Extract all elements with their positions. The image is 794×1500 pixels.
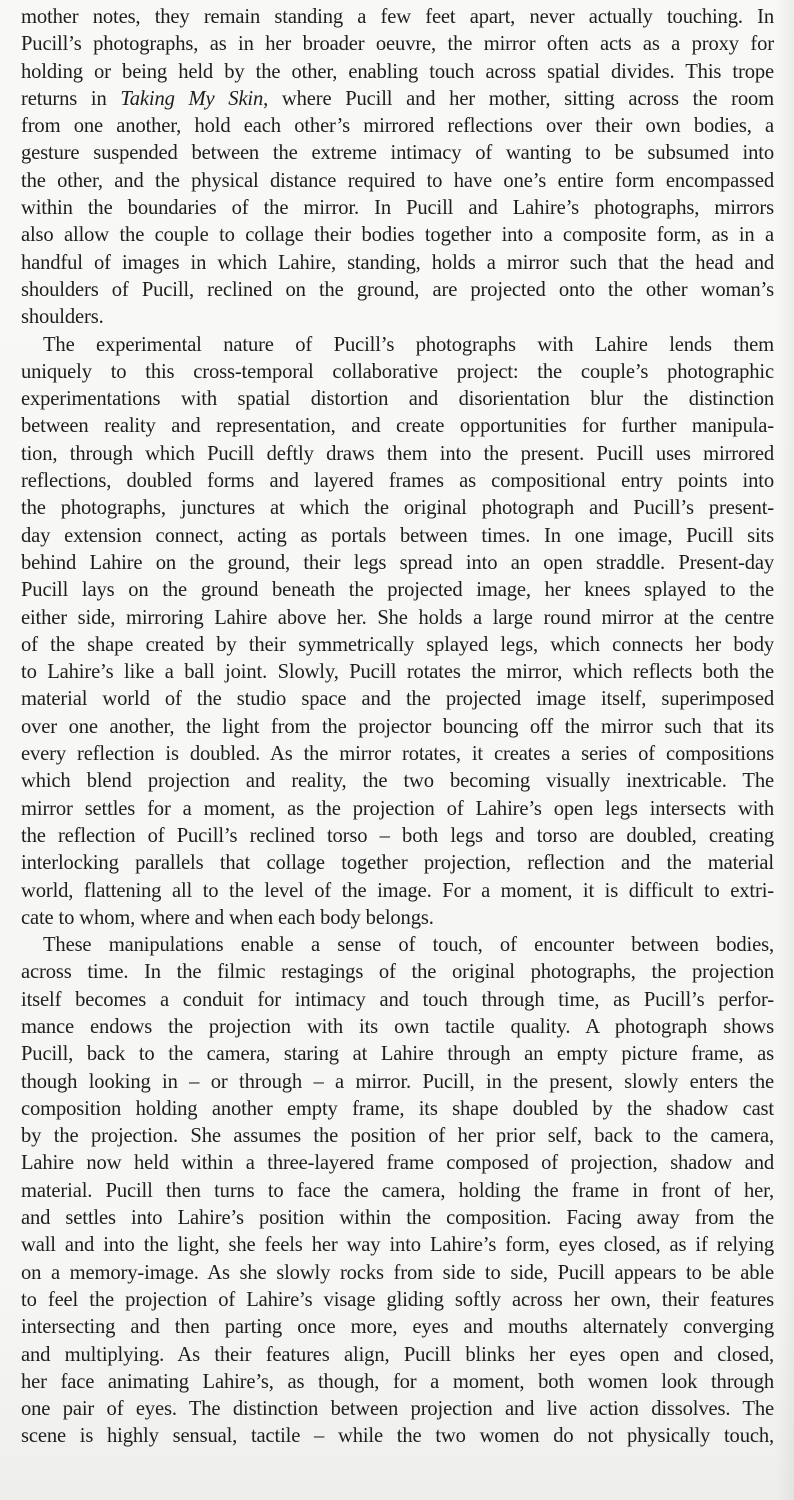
text-line: within the boundaries of the mirror. In Pucill and Lahire’s photographs, mirrors xyxy=(21,197,774,220)
text-line: mother notes, they remain standing a few feet apart, never actually touching. In xyxy=(21,6,774,28)
text-line: over one another, the light from the projector bouncing off the mirror such that its xyxy=(21,715,774,738)
text-line: the photographs, junctures at which the original photograph and Pucill’s present- xyxy=(21,497,774,520)
paragraph xyxy=(21,332,774,933)
text-line: either side, mirroring Lahire above her. She holds a large round mirror at the centre xyxy=(21,606,774,629)
text-line: material world of the studio space and the projected image itself, superimposed xyxy=(21,688,774,711)
text-line: reflections, doubled forms and layered frames as compositional entry points into xyxy=(21,470,774,493)
text-line: her face animating Lahire’s, as though, for a moment, both women look through xyxy=(21,1370,774,1393)
text-line: and multiplying. As their features align, Pucill blinks her eyes open and closed, xyxy=(21,1343,774,1366)
text-line: holding or being held by the other, enabling touch across spatial divides. This trope xyxy=(21,60,774,83)
text-line: of the shape created by their symmetrically splayed legs, which connects her body xyxy=(21,633,774,656)
paragraph xyxy=(21,932,774,1451)
text-line: on a memory-image. As she slowly rocks from side to side, Pucill appears to be able xyxy=(21,1261,774,1284)
text-line: and settles into Lahire’s position within the composition. Facing away from the xyxy=(21,1207,774,1230)
text-line: uniquely to this cross-temporal collaborative project: the couple’s photographic xyxy=(21,360,774,383)
text-line: world, flattening all to the level of the image. For a moment, it is difficult to extri- xyxy=(21,879,774,902)
text-line: across time. In the filmic restagings of the original photographs, the projection xyxy=(21,961,774,984)
text-line: to Lahire’s like a ball joint. Slowly, Pucill rotates the mirror, which reflects both the xyxy=(21,661,774,684)
page-edge-shadow xyxy=(776,0,794,1500)
text-line: itself becomes a conduit for intimacy and touch through time, as Pucill’s perfor- xyxy=(21,988,774,1011)
text-line: returns in Taking My Skin, where Pucill and her mother, sitting across the room xyxy=(21,87,774,110)
text-line: which blend projection and reality, the two becoming visually inextricable. The xyxy=(21,770,774,793)
paragraph xyxy=(21,4,774,332)
text-line: between reality and representation, and create opportunities for further manipula- xyxy=(21,415,774,438)
text-line: shoulders of Pucill, reclined on the ground, are projected onto the other woman’s xyxy=(21,278,774,301)
text-line: the reflection of Pucill’s reclined torso – both legs and torso are doubled, creating xyxy=(21,824,774,847)
text-line: composition holding another empty frame, its shape doubled by the shadow cast xyxy=(21,1097,774,1120)
text-line: intersecting and then parting once more, eyes and mouths alternately converging xyxy=(21,1316,774,1339)
text-line: though looking in – or through – a mirror. Pucill, in the present, slowly enters the xyxy=(21,1070,774,1093)
text-line: wall and into the light, she feels her way into Lahire’s form, eyes closed, as if relying xyxy=(21,1234,774,1257)
text-line: mance endows the projection with its own tactile quality. A photograph shows xyxy=(21,1015,774,1038)
italic-title: Taking My Skin xyxy=(120,87,264,110)
text-line: by the projection. She assumes the position of her prior self, back to the camera, xyxy=(21,1125,774,1148)
text-line: one pair of eyes. The distinction between projection and live action dissolves. The xyxy=(21,1398,774,1421)
text-line: Pucill, back to the camera, staring at Lahire through an empty picture frame, as xyxy=(21,1043,774,1066)
text-line: These manipulations enable a sense of touch, of encounter between bodies, xyxy=(43,934,774,957)
text-line: Pucill lays on the ground beneath the projected image, her knees splayed to the xyxy=(21,579,774,602)
body-text xyxy=(21,4,774,1451)
text-line: gesture suspended between the extreme intimacy of wanting to be subsumed into xyxy=(21,142,774,165)
text-line: scene is highly sensual, tactile – while the two women do not physically touch, xyxy=(21,1425,774,1448)
text-line: mirror settles for a moment, as the projection of Lahire’s open legs intersects with xyxy=(21,797,774,820)
text-line: also allow the couple to collage their bodies together into a composite form, as in a xyxy=(21,224,774,247)
text-line: from one another, hold each other’s mirrored reflections over their own bodies, a xyxy=(21,115,774,138)
text-line: to feel the projection of Lahire’s visage gliding softly across her own, their features xyxy=(21,1288,774,1311)
text-line: day extension connect, acting as portals between times. In one image, Pucill sits xyxy=(21,524,774,547)
text-line: material. Pucill then turns to face the camera, holding the frame in front of her, xyxy=(21,1179,774,1202)
text-line: shoulders. xyxy=(21,306,104,329)
text-line: Lahire now held within a three-layered frame composed of projection, shadow and xyxy=(21,1152,774,1175)
text-line: handful of images in which Lahire, standing, holds a mirror such that the head and xyxy=(21,251,774,274)
text-line: behind Lahire on the ground, their legs spread into an open straddle. Present-day xyxy=(21,551,774,574)
text-line: interlocking parallels that collage together projection, reflection and the material xyxy=(21,852,774,875)
text-line: every reflection is doubled. As the mirror rotates, it creates a series of compositions xyxy=(21,743,774,766)
text-line: cate to whom, where and when each body belongs. xyxy=(21,906,434,929)
text-line: experimentations with spatial distortion and disorientation blur the distinction xyxy=(21,388,774,411)
text-line: Pucill’s photographs, as in her broader oeuvre, the mirror often acts as a proxy for xyxy=(21,33,774,56)
text-line: tion, through which Pucill deftly draws them into the present. Pucill uses mirrored xyxy=(21,442,774,465)
text-line: The experimental nature of Pucill’s photographs with Lahire lends them xyxy=(43,333,774,356)
text-line: the other, and the physical distance required to have one’s entire form encompassed xyxy=(21,169,774,192)
